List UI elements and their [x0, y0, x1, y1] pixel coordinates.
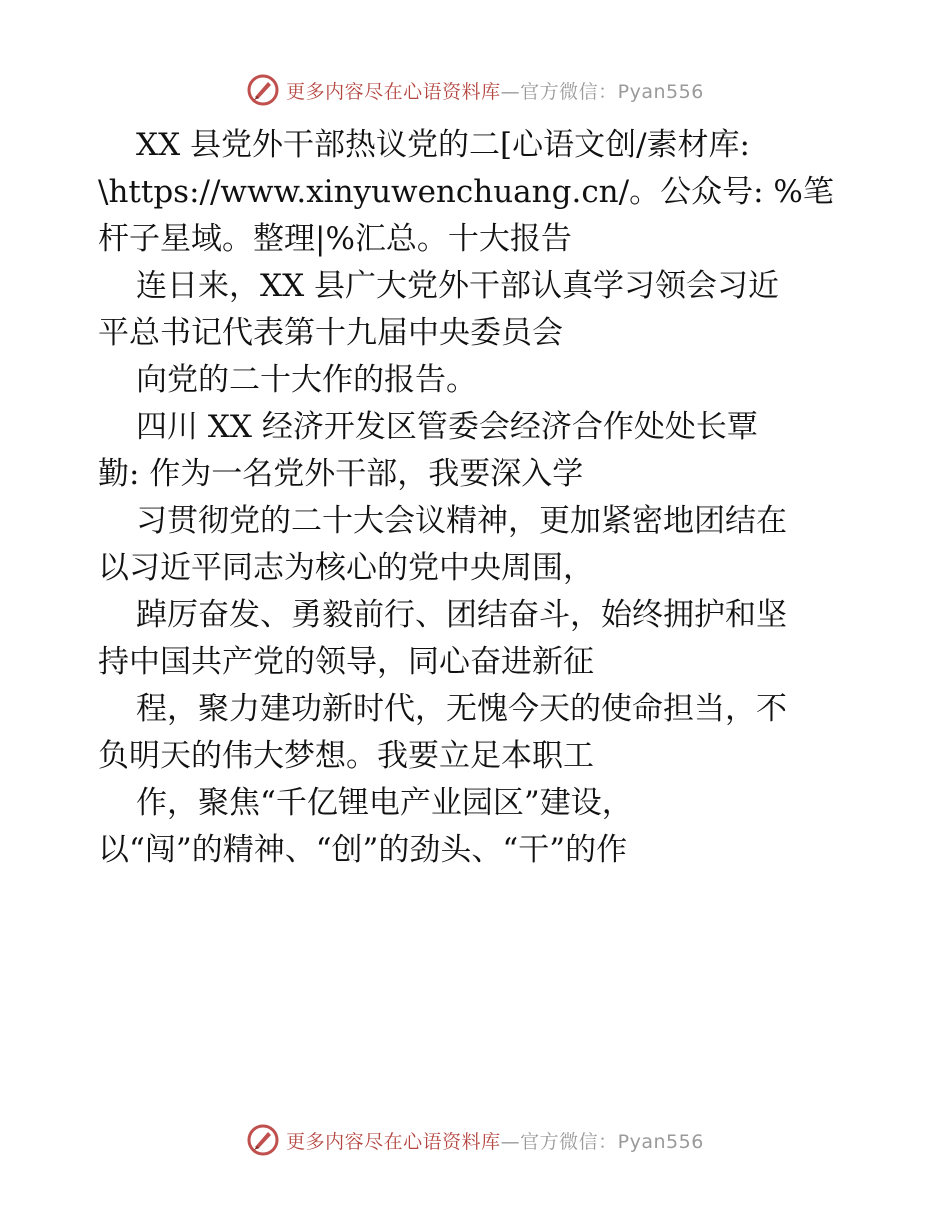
text-line: 持中国共产党的领导，同心奋进新征 — [98, 644, 594, 680]
text-line: 勤: 作为一名党外干部，我要深入学 — [98, 456, 584, 492]
document-body — [98, 122, 868, 874]
text-line: 四川 XX 经济开发区管委会经济合作处处长覃 — [136, 409, 758, 445]
text-line: XX 县党外干部热议党的二[心语文创/素材库: — [136, 127, 750, 163]
text-line: 程，聚力建功新时代，无愧今天的使命担当，不 — [136, 691, 787, 727]
logo-icon — [246, 73, 280, 107]
text-line: 杆子星域。整理|%汇总。十大报告 — [98, 221, 572, 257]
text-line: 负明天的伟大梦想。我要立足本职工 — [98, 738, 594, 774]
text-line: 习贯彻党的二十大会议精神，更加紧密地团结在 — [136, 503, 787, 539]
text-line: 踔厉奋发、勇毅前行、团结奋斗，始终拥护和坚 — [136, 597, 787, 633]
text-line: 作，聚焦“千亿锂电产业园区”建设， — [136, 785, 633, 821]
footer-banner-text — [286, 1127, 704, 1154]
text-line: 以习近平同志为核心的党中央周围， — [98, 550, 594, 586]
text-line: 平总书记代表第十九届中央委员会 — [98, 315, 563, 351]
header-banner-gray-text: —官方微信：Pyan556 — [500, 80, 704, 103]
footer-banner-gray-text: —官方微信：Pyan556 — [500, 1130, 704, 1153]
header-banner-red-text: 更多内容尽在心语资料库 — [286, 80, 501, 103]
document-text — [98, 122, 868, 874]
header-watermark-banner — [0, 70, 950, 110]
text-line: 以“闯”的精神、“创”的劲头、“干”的作 — [98, 832, 628, 868]
logo-icon — [246, 1123, 280, 1157]
text-line: \https://www.xinyuwenchuang.cn/。公众号: %笔 — [98, 174, 834, 210]
header-banner-text — [286, 77, 704, 104]
footer-banner-red-text: 更多内容尽在心语资料库 — [286, 1130, 501, 1153]
footer-watermark-banner — [0, 1120, 950, 1160]
text-line: 连日来，XX 县广大党外干部认真学习领会习近 — [136, 268, 779, 304]
text-line: 向党的二十大作的报告。 — [136, 362, 477, 398]
